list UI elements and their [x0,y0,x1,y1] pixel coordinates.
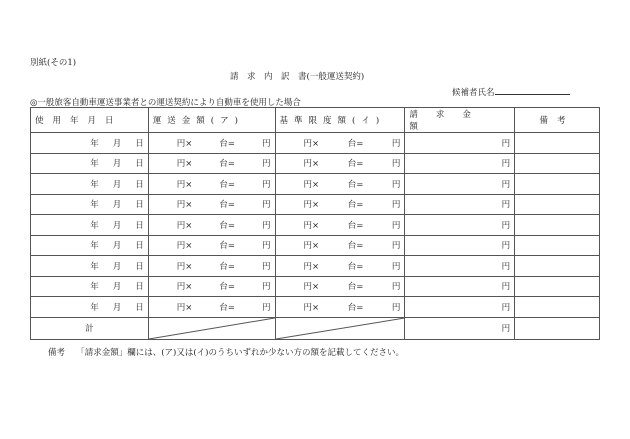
yen-label: 円 [501,324,511,334]
units-label: 台= [347,159,364,170]
yen-label: 円 [391,179,401,190]
yen-x-label: 円× [303,241,320,252]
table-row [31,174,600,195]
date-cell[interactable] [31,256,149,277]
header-remarks: 備考 [515,108,600,133]
yen-x-label: 円× [303,261,320,272]
table-row [31,256,600,277]
yen-label: 円 [501,302,511,313]
yen-label: 円 [391,241,401,252]
yen-label: 円 [391,282,401,293]
fare-cell[interactable] [148,297,275,318]
yen-label: 円 [391,261,401,272]
total-label: 計 [31,317,149,339]
units-label: 台= [219,159,236,170]
limit-total-cell-slashed [275,317,405,339]
table-row [31,153,600,174]
date-cell[interactable] [31,235,149,256]
date-cell[interactable] [31,276,149,297]
year-label: 年 [90,179,99,190]
table-row [31,297,600,318]
yen-label: 円 [262,200,271,211]
units-label: 台= [347,220,364,231]
date-cell[interactable] [31,194,149,215]
fare-cell[interactable] [148,194,275,215]
page-title: 請 求 内 訳 書(一般運送契約) [230,72,365,82]
fare-cell[interactable] [148,256,275,277]
units-label: 台= [219,200,236,211]
limit-cell[interactable] [275,133,405,154]
day-label: 日 [135,241,144,252]
month-label: 月 [112,241,122,252]
units-label: 台= [219,138,236,149]
header-claim: 請求金額 [405,108,515,133]
yen-label: 円 [262,302,271,313]
yen-label: 円 [262,159,271,170]
yen-label: 円 [501,179,511,190]
yen-x-label: 円× [303,159,320,170]
yen-label: 円 [391,302,401,313]
year-label: 年 [90,220,99,231]
fare-cell[interactable] [148,174,275,195]
limit-cell[interactable] [275,174,405,195]
yen-x-label: 円× [303,200,320,211]
claim-cell[interactable] [405,256,515,277]
yen-label: 円 [262,138,271,149]
header-fare: 運送金額(ア) [148,108,275,133]
yen-label: 円 [391,220,401,231]
day-label: 日 [135,138,144,149]
yen-label: 円 [262,261,271,272]
yen-x-label: 円× [303,302,320,313]
candidate-name-field[interactable] [452,85,570,98]
day-label: 日 [135,302,144,313]
units-label: 台= [219,302,236,313]
yen-x-label: 円× [176,302,193,313]
limit-cell[interactable] [275,235,405,256]
limit-cell[interactable] [275,215,405,236]
remarks-cell[interactable] [515,276,600,297]
yen-x-label: 円× [176,261,193,272]
yen-label: 円 [501,138,511,149]
claim-cell[interactable] [405,276,515,297]
yen-label: 円 [501,282,511,293]
year-label: 年 [90,261,99,272]
remarks-cell[interactable] [515,215,600,236]
units-label: 台= [347,138,364,149]
units-label: 台= [347,241,364,252]
claim-cell[interactable] [405,215,515,236]
claim-cell[interactable] [405,194,515,215]
yen-x-label: 円× [176,220,193,231]
fare-cell[interactable] [148,133,275,154]
date-cell[interactable] [31,153,149,174]
claim-cell[interactable] [405,153,515,174]
month-label: 月 [112,220,122,231]
yen-x-label: 円× [303,282,320,293]
table-row [31,133,600,154]
claim-total-cell[interactable] [405,317,515,339]
units-label: 台= [347,200,364,211]
day-label: 日 [135,282,144,293]
day-label: 日 [135,261,144,272]
limit-cell[interactable] [275,276,405,297]
remarks-cell[interactable] [515,256,600,277]
yen-label: 円 [501,220,511,231]
yen-label: 円 [501,261,511,272]
doc-label: 別紙(その1) [30,58,77,68]
yen-x-label: 円× [176,200,193,211]
date-cell[interactable] [31,133,149,154]
year-label: 年 [90,282,99,293]
units-label: 台= [219,220,236,231]
fare-cell[interactable] [148,235,275,256]
year-label: 年 [90,200,99,211]
fare-cell[interactable] [148,276,275,297]
yen-x-label: 円× [176,241,193,252]
month-label: 月 [112,261,122,272]
yen-x-label: 円× [303,138,320,149]
yen-label: 円 [262,179,271,190]
yen-label: 円 [501,200,511,211]
units-label: 台= [347,261,364,272]
month-label: 月 [112,282,122,293]
fare-total-cell-slashed [148,317,275,339]
yen-label: 円 [391,200,401,211]
units-label: 台= [219,282,236,293]
month-label: 月 [112,138,122,149]
table-row [31,215,600,236]
month-label: 月 [112,302,122,313]
limit-cell[interactable] [275,297,405,318]
table-row [31,235,600,256]
header-date: 使用年月日 [31,108,149,133]
month-label: 月 [112,159,122,170]
claim-table [30,107,600,340]
year-label: 年 [90,241,99,252]
claim-cell[interactable] [405,235,515,256]
yen-x-label: 円× [176,179,193,190]
day-label: 日 [135,220,144,231]
yen-label: 円 [262,241,271,252]
remarks-total-cell[interactable] [515,317,600,339]
remarks-cell[interactable] [515,133,600,154]
units-label: 台= [347,179,364,190]
day-label: 日 [135,179,144,190]
date-cell[interactable] [31,174,149,195]
yen-label: 円 [501,241,511,252]
yen-x-label: 円× [176,159,193,170]
candidate-label: 候補者氏名 [452,88,495,98]
yen-x-label: 円× [176,282,193,293]
yen-label: 円 [262,282,271,293]
table-row [31,194,600,215]
table-row [31,276,600,297]
limit-cell[interactable] [275,256,405,277]
fare-cell[interactable] [148,153,275,174]
yen-label: 円 [391,159,401,170]
note [48,346,404,358]
date-cell[interactable] [31,215,149,236]
remarks-cell[interactable] [515,297,600,318]
limit-cell[interactable] [275,153,405,174]
yen-label: 円 [262,220,271,231]
remarks-cell[interactable] [515,174,600,195]
remarks-cell[interactable] [515,235,600,256]
limit-cell[interactable] [275,194,405,215]
year-label: 年 [90,138,99,149]
month-label: 月 [112,179,122,190]
year-label: 年 [90,159,99,170]
claim-cell[interactable] [405,133,515,154]
claim-cell[interactable] [405,174,515,195]
year-label: 年 [90,302,99,313]
yen-x-label: 円× [176,138,193,149]
yen-label: 円 [501,159,511,170]
day-label: 日 [135,200,144,211]
units-label: 台= [219,241,236,252]
units-label: 台= [347,282,364,293]
remarks-cell[interactable] [515,194,600,215]
yen-label: 円 [391,138,401,149]
section-heading: ◎一般旅客自動車運送事業者との運送契約により自動車を使用した場合 [30,98,301,108]
claim-cell[interactable] [405,297,515,318]
day-label: 日 [135,159,144,170]
note-label: 備考 [48,348,66,358]
yen-x-label: 円× [303,179,320,190]
fare-cell[interactable] [148,215,275,236]
header-limit: 基準限度額(イ) [275,108,405,133]
total-row [31,317,600,339]
remarks-cell[interactable] [515,153,600,174]
units-label: 台= [219,261,236,272]
yen-x-label: 円× [303,220,320,231]
month-label: 月 [112,200,122,211]
units-label: 台= [347,302,364,313]
date-cell[interactable] [31,297,149,318]
units-label: 台= [219,179,236,190]
note-text: 「請求金額」欄には、(ア)又は(イ)のうちいずれか少ない方の額を記載してください。 [76,348,404,358]
